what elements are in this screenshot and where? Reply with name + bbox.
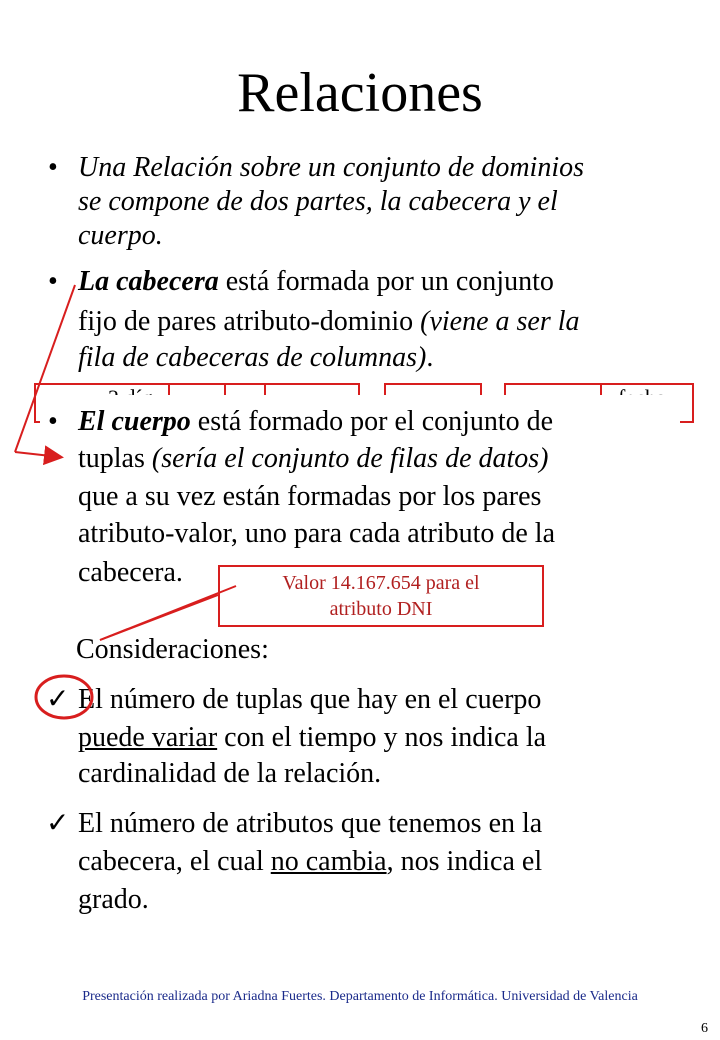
cabecera-arrow	[15, 285, 75, 457]
bullet-1-line-1: Una Relación sobre un conjunto de dominios	[78, 152, 585, 183]
bullet-3-line-2-plain: tuplas	[78, 443, 152, 474]
bullet-dot: •	[48, 406, 58, 437]
bullet-3-line-3: que a su vez están formadas por los pares	[78, 481, 542, 512]
checkmark-icon: ✓	[46, 808, 70, 839]
bullet-2-line-3-end: .	[426, 342, 434, 373]
bullet-3-line-2-italic: (sería el conjunto de filas de datos)	[151, 443, 549, 474]
bullet-3-line-5: cabecera.	[78, 557, 183, 588]
annotation-line-1: Valor 14.167.654 para el	[282, 572, 480, 594]
bullet-2-line-1-rest: está formada por un conjunto	[218, 266, 554, 297]
bullet-2-line-3-italic: fila de cabeceras de columnas)	[78, 342, 427, 373]
annotation-line-2: atributo DNI	[329, 598, 433, 620]
bullet-1-line-3: cuerpo.	[78, 220, 163, 251]
check-2-line-2-start: cabecera, el cual	[78, 846, 271, 877]
check-2-line-2-rest: , nos indica el	[386, 846, 543, 877]
bullet-dot: •	[48, 152, 58, 183]
page-number: 6	[701, 1021, 708, 1036]
checkmark-icon: ✓	[46, 684, 70, 715]
bullet-3-line-1-rest: está formado por el conjunto de	[190, 406, 554, 437]
bullet-3-line-4: atributo-valor, uno para cada atributo de la	[78, 518, 556, 549]
check-1-line-2-rest: con el tiempo y nos indica la	[217, 722, 547, 753]
considerations-label: Consideraciones:	[76, 634, 269, 665]
check-2-underlined: no cambia	[270, 846, 387, 877]
slide-title: Relaciones	[237, 62, 483, 124]
check-2-line-3: grado.	[78, 884, 149, 915]
bullet-2-term: La cabecera	[78, 266, 219, 297]
bullet-2-line-2-italic: (viene a ser la	[420, 306, 580, 337]
check-1-underlined: puede variar	[78, 722, 218, 753]
annotation-pointer-lines	[100, 586, 236, 640]
bullet-3-term: El cuerpo	[78, 406, 191, 437]
highlight-circle	[36, 676, 92, 718]
bullet-dot: •	[48, 266, 58, 297]
bullet-1-line-2: se compone de dos partes, la cabecera y el	[78, 186, 558, 217]
check-1-line-1: El número de tuplas que hay en el cuerpo	[78, 684, 542, 715]
check-2-line-1: El número de atributos que tenemos en la	[78, 808, 543, 839]
footer-credit: Presentación realizada por Ariadna Fuertes. Departamento de Informática. Universidad de Valencia	[82, 989, 638, 1004]
check-1-line-3: cardinalidad de la relación.	[78, 758, 382, 789]
bullet-2-line-2-plain: fijo de pares atributo-dominio	[78, 306, 421, 337]
